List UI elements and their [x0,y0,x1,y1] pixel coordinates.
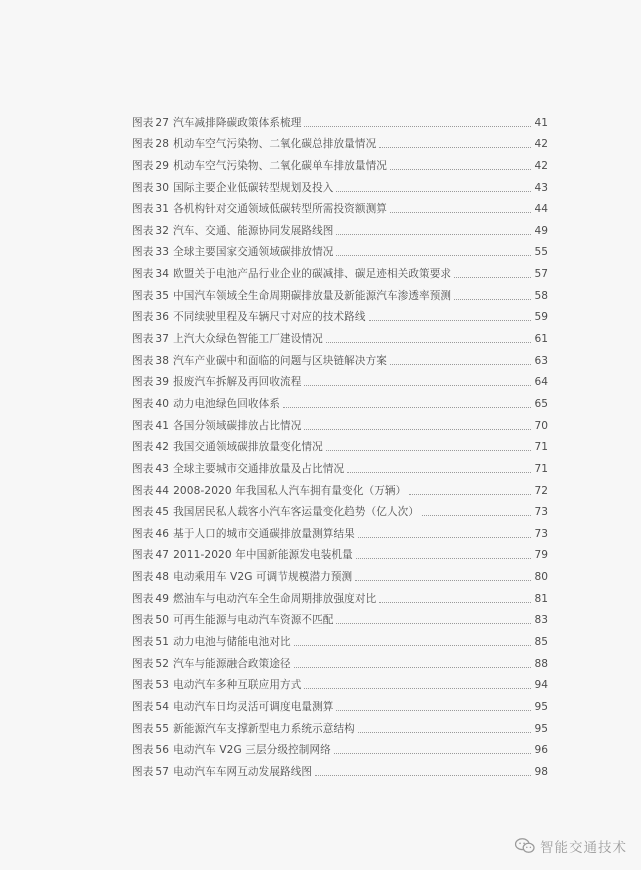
toc-leader-dots [336,255,531,256]
toc-entry[interactable] [132,606,548,628]
toc-entry-number: 56 [155,744,170,757]
toc-entry[interactable] [132,736,548,758]
toc-entry[interactable] [132,281,548,303]
toc-entry-prefix: 图表 [132,246,154,259]
toc-leader-dots [304,126,531,127]
toc-entry-label [132,765,312,779]
toc-entry-page: 63 [534,354,548,367]
toc-leader-dots [390,169,531,170]
toc-leader-dots [326,342,531,343]
toc-entry-label [132,181,333,195]
toc-leader-dots [422,515,531,516]
toc-leader-dots [390,212,531,213]
toc-entry-number: 29 [155,159,170,172]
toc-entry-prefix: 图表 [132,462,154,475]
toc-entry-page: 85 [534,636,548,649]
toc-entry[interactable] [132,173,548,195]
toc-entry-page: 42 [534,159,548,172]
toc-entry-label [132,245,333,259]
toc-entry-page: 95 [534,700,548,713]
toc-entry-label [132,505,419,519]
toc-leader-dots [379,602,531,603]
toc-entry-label [132,202,387,216]
toc-entry-prefix: 图表 [132,722,154,735]
toc-entry-number: 30 [155,181,170,194]
toc-entry-label [132,635,291,649]
toc-entry[interactable] [132,151,548,173]
toc-entry-title: 电动汽车车网互动发展路线图 [173,765,313,778]
toc-entry-label [132,743,331,757]
toc-entry-page: 58 [534,289,548,302]
toc-entry-prefix: 图表 [132,203,154,216]
toc-leader-dots [390,364,531,365]
toc-entry-title: 汽车与能源融合政策途径 [173,657,291,670]
toc-entry-label [132,289,451,303]
toc-entry-prefix: 图表 [132,116,154,129]
toc-entry-prefix: 图表 [132,614,154,627]
toc-entry-title: 我国居民私人载客小汽车客运量变化趋势（亿人次） [173,506,420,519]
toc-entry-title: 2008-2020 年我国私人汽车拥有量变化（万辆） [173,484,407,497]
toc-entry-title: 电动汽车日均灵活可调度电量测算 [173,700,334,713]
toc-entry-number: 39 [155,376,170,389]
toc-entry-title: 各国分领域碳排放占比情况 [173,419,302,432]
toc-entry-title: 国际主要企业低碳转型规划及投入 [173,181,334,194]
toc-entry[interactable] [132,368,548,390]
toc-entry-page: 59 [534,311,548,324]
toc-entry-prefix: 图表 [132,527,154,540]
toc-entry[interactable] [132,238,548,260]
toc-entry-number: 28 [155,138,170,151]
toc-entry-prefix: 图表 [132,333,154,346]
toc-entry-number: 47 [155,549,170,562]
toc-entry[interactable] [132,541,548,563]
toc-entry-title: 不同续驶里程及车辆尺寸对应的技术路线 [173,311,366,324]
toc-leader-dots [358,537,531,538]
toc-entry[interactable] [132,454,548,476]
toc-entry-label [132,484,406,498]
toc-leader-dots [454,299,531,300]
toc-entry-page: 61 [534,333,548,346]
toc-entry-number: 57 [155,765,170,778]
toc-leader-dots [336,623,531,624]
toc-entry-prefix: 图表 [132,506,154,519]
toc-entry-label [132,419,301,433]
toc-entry-title: 各机构针对交通领域低碳转型所需投资额测算 [173,203,387,216]
toc-entry-page: 80 [534,571,548,584]
toc-leader-dots [336,191,531,192]
toc-leader-dots [409,494,531,495]
toc-entry-page: 73 [534,527,548,540]
toc-entry-page: 44 [534,203,548,216]
toc-entry[interactable] [132,627,548,649]
toc-leader-dots [379,147,531,148]
toc-entry-number: 52 [155,657,170,670]
toc-leader-dots [304,429,531,430]
toc-entry-title: 基于人口的城市交通碳排放量测算结果 [173,527,355,540]
toc-entry-prefix: 图表 [132,657,154,670]
toc-entry[interactable] [132,562,548,584]
toc-leader-dots [326,450,531,451]
toc-entry-page: 42 [534,138,548,151]
toc-entry[interactable] [132,324,548,346]
toc-entry-prefix: 图表 [132,744,154,757]
toc-entry-prefix: 图表 [132,441,154,454]
toc-entry-number: 46 [155,527,170,540]
toc-entry[interactable] [132,195,548,217]
toc-entry-label [132,613,333,627]
toc-entry-prefix: 图表 [132,397,154,410]
toc-entry-title: 中国汽车领域全生命周期碳排放量及新能源汽车渗透率预测 [173,289,452,302]
toc-entry-page: 49 [534,224,548,237]
toc-leader-dots [334,753,531,754]
toc-entry-number: 55 [155,722,170,735]
toc-leader-dots [358,732,531,733]
toc-entry-title: 燃油车与电动汽车全生命周期排放强度对比 [173,592,377,605]
toc-entry-label [132,657,291,671]
toc-entry-title: 电动汽车 V2G 三层分级控制网络 [173,744,331,757]
toc-entry-number: 42 [155,441,170,454]
toc-entry-title: 欧盟关于电池产品行业企业的碳减排、碳足迹相关政策要求 [173,268,452,281]
toc-entry-number: 33 [155,246,170,259]
toc-entry-title: 汽车产业碳中和面临的问题与区块链解决方案 [173,354,387,367]
toc-entry[interactable] [132,519,548,541]
toc-entry-prefix: 图表 [132,289,154,302]
toc-entry-label [132,116,301,130]
toc-entry-label [132,397,280,411]
toc-entry-prefix: 图表 [132,311,154,324]
toc-entry[interactable] [132,671,548,693]
toc-entry-prefix: 图表 [132,484,154,497]
toc-entry-label [132,267,451,281]
toc-entry-prefix: 图表 [132,549,154,562]
toc-leader-dots [336,710,531,711]
toc-entry-title: 动力电池与储能电池对比 [173,636,291,649]
toc-entry[interactable] [132,108,548,130]
toc-entry-prefix: 图表 [132,571,154,584]
toc-entry-label [132,137,376,151]
toc-entry-label [132,332,323,346]
toc-entry-page: 70 [534,419,548,432]
toc-entry-label [132,548,353,562]
toc-entry-number: 41 [155,419,170,432]
toc-entry-number: 53 [155,679,170,692]
toc-leader-dots [315,775,531,776]
toc-leader-dots [304,385,531,386]
toc-entry-number: 48 [155,571,170,584]
toc-entry-page: 57 [534,268,548,281]
toc-entry-page: 65 [534,397,548,410]
toc-entry-title: 机动车空气污染物、二氧化碳总排放量情况 [173,138,377,151]
toc-entry[interactable] [132,498,548,520]
toc-entry-page: 79 [534,549,548,562]
toc-entry-page: 81 [534,592,548,605]
toc-entry-number: 45 [155,506,170,519]
toc-entry-number: 38 [155,354,170,367]
toc-entry-label [132,700,333,714]
toc-entry-prefix: 图表 [132,159,154,172]
toc-entry-prefix: 图表 [132,138,154,151]
toc-entry-number: 40 [155,397,170,410]
toc-leader-dots [304,688,531,689]
toc-entry[interactable] [132,216,548,238]
toc-entry-number: 34 [155,268,170,281]
toc-entry[interactable] [132,584,548,606]
watermark-text: 智能交通技术 [540,840,627,856]
toc-entry-page: 96 [534,744,548,757]
toc-entry-page: 98 [534,765,548,778]
toc-entry-number: 44 [155,484,170,497]
toc-entry[interactable] [132,476,548,498]
toc-entry-title: 汽车、交通、能源协同发展路线图 [173,224,334,237]
toc-entry-title: 可再生能源与电动汽车资源不匹配 [173,614,334,627]
toc-entry-number: 49 [155,592,170,605]
toc-entry-label [132,527,355,541]
toc-entry[interactable] [132,757,548,779]
toc-entry-number: 35 [155,289,170,302]
toc-entry-page: 71 [534,441,548,454]
toc-entry-prefix: 图表 [132,700,154,713]
toc-entry-prefix: 图表 [132,679,154,692]
toc-entry-label [132,159,387,173]
toc-entry[interactable] [132,389,548,411]
toc-entry-title: 新能源汽车支撑新型电力系统示意结构 [173,722,355,735]
toc-entry-page: 88 [534,657,548,670]
figure-list [132,108,548,779]
toc-entry-title: 电动乘用车 V2G 可调节规模潜力预测 [173,571,353,584]
toc-leader-dots [347,472,531,473]
toc-entry-prefix: 图表 [132,224,154,237]
toc-leader-dots [369,320,531,321]
toc-entry-page: 72 [534,484,548,497]
toc-entry-page: 83 [534,614,548,627]
toc-entry-title: 报废汽车拆解及再回收流程 [173,376,302,389]
toc-entry-number: 51 [155,636,170,649]
toc-entry-title: 汽车减排降碳政策体系梳理 [173,116,302,129]
toc-entry-label [132,722,355,736]
toc-entry-label [132,592,376,606]
toc-entry-number: 43 [155,462,170,475]
toc-entry-title: 电动汽车多种互联应用方式 [173,679,302,692]
toc-leader-dots [283,407,531,408]
toc-entry-label [132,310,366,324]
toc-entry-number: 32 [155,224,170,237]
toc-entry-prefix: 图表 [132,181,154,194]
toc-entry[interactable] [132,130,548,152]
toc-leader-dots [454,277,531,278]
toc-entry-page: 94 [534,679,548,692]
toc-entry-page: 71 [534,462,548,475]
toc-entry-number: 36 [155,311,170,324]
toc-leader-dots [336,234,531,235]
toc-entry-label [132,462,344,476]
toc-entry-number: 31 [155,203,170,216]
toc-entry-page: 73 [534,506,548,519]
toc-entry-prefix: 图表 [132,268,154,281]
toc-entry-label [132,440,323,454]
toc-entry-prefix: 图表 [132,765,154,778]
toc-entry-page: 41 [534,116,548,129]
toc-entry[interactable] [132,346,548,368]
toc-entry-number: 50 [155,614,170,627]
toc-leader-dots [294,667,531,668]
toc-entry[interactable] [132,692,548,714]
toc-entry-number: 54 [155,700,170,713]
toc-entry-label [132,678,301,692]
toc-entry[interactable] [132,259,548,281]
toc-entry-prefix: 图表 [132,419,154,432]
toc-entry-title: 机动车空气污染物、二氧化碳单车排放量情况 [173,159,387,172]
toc-leader-dots [355,580,531,581]
toc-entry[interactable] [132,433,548,455]
toc-entry-page: 43 [534,181,548,194]
toc-leader-dots [356,558,531,559]
toc-entry-number: 27 [155,116,170,129]
toc-entry[interactable] [132,303,548,325]
wechat-icon [514,837,536,855]
toc-entry-title: 全球主要国家交通领域碳排放情况 [173,246,334,259]
toc-entry-prefix: 图表 [132,376,154,389]
toc-entry[interactable] [132,714,548,736]
toc-entry-title: 全球主要城市交通排放量及占比情况 [173,462,345,475]
toc-entry-title: 2011-2020 年中国新能源发电装机量 [173,549,353,562]
toc-entry[interactable] [132,649,548,671]
toc-entry-title: 动力电池绿色回收体系 [173,397,281,410]
toc-entry-page: 95 [534,722,548,735]
toc-entry-title: 上汽大众绿色智能工厂建设情况 [173,333,323,346]
toc-entry-label [132,354,387,368]
toc-entry-page: 64 [534,376,548,389]
toc-leader-dots [294,645,531,646]
toc-entry-prefix: 图表 [132,592,154,605]
toc-entry-prefix: 图表 [132,636,154,649]
toc-entry-number: 37 [155,333,170,346]
toc-entry-label [132,375,301,389]
toc-entry[interactable] [132,411,548,433]
toc-entry-title: 我国交通领域碳排放量变化情况 [173,441,323,454]
toc-entry-page: 55 [534,246,548,259]
toc-entry-label [132,224,333,238]
toc-entry-prefix: 图表 [132,354,154,367]
toc-entry-label [132,570,352,584]
watermark [514,836,627,856]
